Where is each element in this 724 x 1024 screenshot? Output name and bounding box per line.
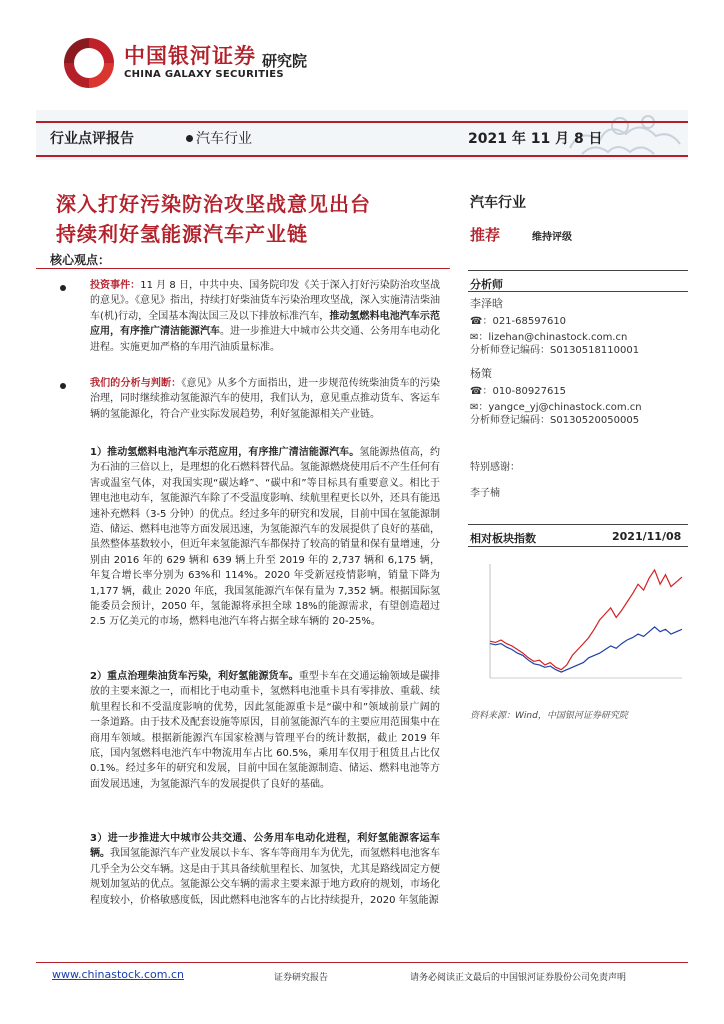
bullet-icon [186, 135, 193, 142]
thanks-label: 特别感谢： [470, 462, 520, 473]
analyst-name: 杨策 [470, 367, 492, 380]
para-text: 氢能源热值高，约为石油的三倍以上，是理想的化石燃料替代品。氢能源燃烧使用后不产生任何有害或温室气体，对我国实现“碳达峰”、“碳中和”等目标具有重要意义。相比于锂电池电动车，氢能源汽车除了不受温度影响、续航里程更长以外，还具有能迅速补充燃料（3-5 分钟）的优点。经过多年的研究和发展，目前中国在氢能源制造、储运、燃料电池等方面发展迅速，为氢能源汽车的发展提供了良好的基础，虽然整体基数较小，但近年来氢能源汽车都保持了较高的销量和保有量增速，分别由 2016 年的 629 辆和 639 辆上升至 2019 年的 2,737 辆和 6,175 辆，年复合增长率分别为 63%和 114%。2020 年受新冠疫情影响，销量下降为 1,177 辆，截止 2020 年底，我国氢能源汽车保有量为 7,352 辆。根据国际氢能委员会预计，2050 年，氢能源将承担全球 18%的能源需求，有望创造超过 2.5 万亿美元的市场，燃料电池汽车将占据全球车辆的 20-25%。 [90, 447, 440, 628]
para-text: 11 月 8 日，中共中央、国务院印发《关于深入打好污染防治攻坚战的意见》。《意见》指出，持续打好柴油货车污染治理攻坚战，深入实施清洁柴油车(机)行动，全国基本淘汰国三及以下排放标准汽车， [90, 280, 440, 322]
analysis-paragraph [90, 376, 440, 422]
para-heading: 我们的分析与判断： [90, 378, 182, 389]
brand-name-en: CHINA GALAXY SECURITIES [124, 69, 284, 80]
para-text: 。进一步推进大中城市公共交通、公务用车电动化进程。实施更加严格的车用汽油质量标准。 [90, 326, 440, 353]
thanks-name: 李子楠 [470, 488, 500, 499]
mail-icon: ✉： [470, 332, 489, 343]
analyst-email-text: yangce_yj@chinastock.com.cn [488, 402, 642, 413]
report-title-line1: 深入打好污染防治攻坚战意见出台 [56, 192, 371, 216]
rating: 推荐 [470, 226, 501, 244]
chart-date: 2021/11/08 [612, 530, 682, 543]
mail-icon: ✉： [470, 402, 489, 413]
para-emphasis: 推动氢燃料电池汽车示范应用，有序推广清洁能源汽车 [90, 310, 440, 338]
brand-name: 中国银河证券 [124, 44, 256, 68]
para-text: 重型卡车在交通运输领域是碳排放的主要来源之一，而相比于电动重卡，氢燃料电池重卡具有零排放、重载、续航里程长和不受温度影响的优势，因此氢能源重卡是“碳中和”领域前景广阔的一条道路。由于技术及配套设施等原因，目前氢能源汽车的主要应用范围集中在商用车领域。根据新能源汽车国家检测与管理平台的统计数据，截止 2019 年底，国内氢燃料电池汽车中物流用车占比 60.5%，乘用车仅用于租赁且占比仅 0.1%。经过多年的研究和发展，目前中国在氢能源制造、储运、燃料电池等方面发展迅速，为氢能源汽车的发展提供了良好的基础。 [90, 671, 441, 790]
section-heading: 1）推动氢燃料电池汽车示范应用，有序推广清洁能源汽车。 [90, 447, 360, 458]
section-3-paragraph [90, 831, 440, 908]
core-viewpoint-label: 核心观点： [50, 253, 111, 267]
sector-tag [186, 128, 252, 148]
analyst-cert: 分析师登记编码：S0130520050005 [470, 415, 640, 426]
analyst-name: 李泽晗 [470, 297, 503, 310]
para-text: 我国氢能源汽车产业发展以卡车、客车等商用车为优先，而氢燃料电池客车几乎全为公交车辆。这是由于其具备续航里程长、加氢快，尤其是路线固定方便规划加氢站的优点。氢能源公交车辆的需求主要来源于地方政府的规划，市场化程度较小，价格敏感度低，因此燃料电池客车的占比持续提升，2020 年氢能源 [90, 848, 440, 906]
section-2-paragraph [90, 669, 440, 792]
report-date: 2021 年 11 月 8 日 [468, 131, 603, 147]
side-divider [468, 546, 688, 547]
footer-disclaimer: 请务必阅读正文最后的中国银河证券股份公司免责声明 [410, 973, 627, 983]
side-divider [468, 291, 688, 292]
analyst-label: 分析师 [470, 278, 503, 291]
section-heading: 3）进一步推进大中城市公共交通、公务用车电动化进程，利好氢能源客运车辆。 [90, 833, 440, 860]
side-sector: 汽车行业 [470, 195, 526, 211]
analyst-phone: ☎：021-68597610 [470, 316, 567, 327]
relative-index-chart [470, 554, 688, 702]
galaxy-logo-icon [60, 34, 118, 92]
bullet-icon [60, 383, 66, 389]
report-title-line2: 持续利好氢能源汽车产业链 [56, 222, 308, 246]
para-text: 《意见》从多个方面指出，进一步规范传统柴油货车的污染治理，同时继续推动氢能源汽车的使用，我们认为，意见重点推动货车、客运车辆的氢能源化，符合产业实际发展趋势，利好氢能源相关产业链。 [90, 378, 441, 420]
analyst-phone: ☎：010-80927615 [470, 386, 567, 397]
header-rule-bottom [36, 155, 688, 157]
footer-report-label: 证券研究报告 [274, 973, 329, 983]
side-divider [468, 524, 688, 525]
sector-tag-label: 汽车行业 [196, 131, 252, 147]
institute-label: 研究院 [262, 52, 308, 70]
side-divider [468, 270, 688, 271]
analyst-email-text: lizehan@chinastock.com.cn [488, 332, 628, 343]
para-heading: 投资事件： [90, 280, 141, 291]
footer-url-link[interactable]: www.chinastock.com.cn [52, 968, 184, 981]
section-1-paragraph [90, 445, 440, 630]
bullet-icon [60, 285, 66, 291]
footer-rule [36, 962, 688, 963]
investment-event-paragraph [90, 278, 440, 355]
section-heading: 2）重点治理柴油货车污染，利好氢能源货车。 [90, 671, 299, 682]
chart-source: 资料来源：Wind，中国银河证券研究院 [470, 711, 628, 721]
chart-title: 相对板块指数 [470, 532, 536, 545]
header-rule-top [36, 121, 688, 123]
rating-note: 维持评级 [532, 232, 572, 243]
analyst-cert: 分析师登记编码：S0130518110001 [470, 345, 640, 356]
core-rule [36, 268, 450, 269]
report-type: 行业点评报告 [50, 131, 134, 147]
